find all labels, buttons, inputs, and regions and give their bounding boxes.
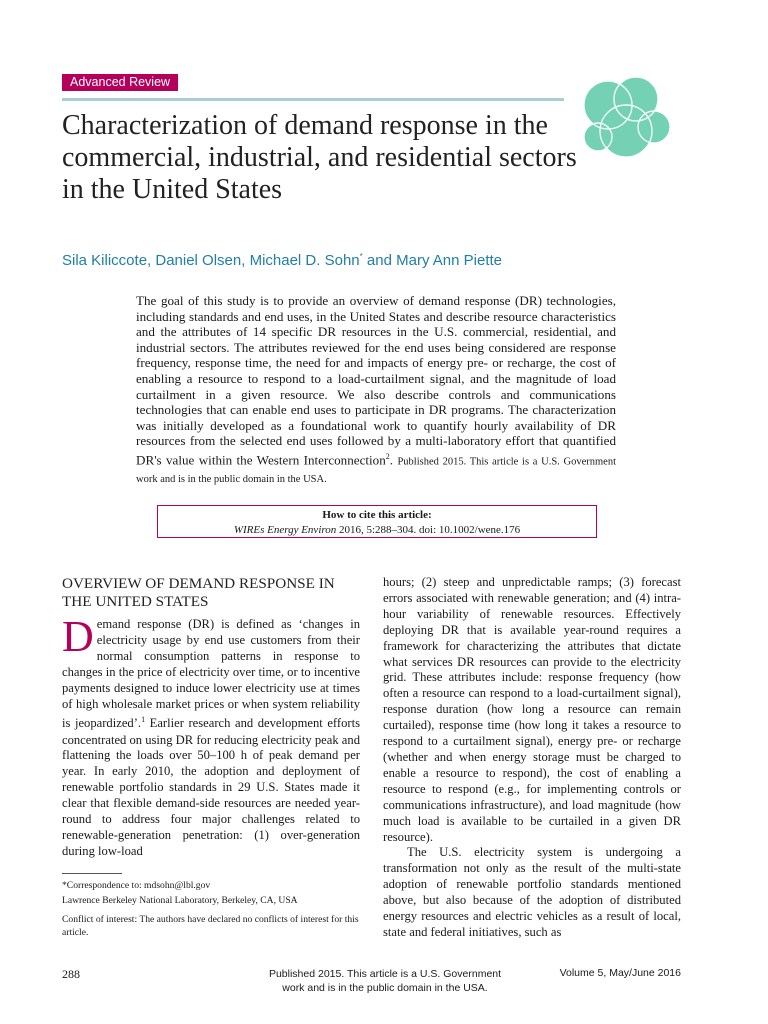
body-text-1: emand response (DR) is defined as ‘changes in electricity usage by end use customers from their normal consumption patterns in response to changes in the price of electricity over time, or to incentive payments designed to induce lower electricity use at times of high wholesale market prices or when system reliability is jeopardized’. <box>62 617 360 731</box>
footnote-rule <box>62 873 122 874</box>
corresponding-author-mark: * <box>359 252 363 261</box>
footnote-affiliation: Lawrence Berkeley National Laboratory, Berkeley, CA, USA <box>62 895 298 906</box>
reference-1: 1 <box>141 715 146 725</box>
citation-heading: How to cite this article: <box>322 509 432 521</box>
article-title: Characterization of demand response in the commercial, industrial, and residential sectors in the United States <box>62 110 577 205</box>
page-number: 288 <box>62 967 80 981</box>
citation-box <box>157 505 597 538</box>
authors-part-1: Sila Kiliccote, Daniel Olsen, Michael D. Sohn <box>62 252 360 269</box>
authors-part-2: and Mary Ann Piette <box>362 252 503 269</box>
body-paragraph-2: The U.S. electricity system is undergoing a transformation not only as the result of the multi-state adoption of renewable portfolio standards mentioned above, but also because of the adoption of distributed energy resources and electric vehicles as a result of local, state and federal initiatives, such as <box>383 845 681 939</box>
abstract-text: The goal of this study is to provide an overview of demand response (DR) technologies, including standards and end uses, in the United States and describe resource characteristics and the attributes of 14 specific DR resources in the U.S. commercial, residential, and industrial sectors. The attributes reviewed for the end uses being considered are response frequency, response time, the need for and impacts of energy pre- or recharge, the cost of enabling a resource to respond to a load-curtailment signal, and the magnitude of load curtailment in a given resource. We also describe controls and communications technologies that can enable end uses to participate in DR programs. The characterization was initially developed as a foundational work to quantify hourly availability of DR resources from the selected end uses followed by a multi-laboratory effort that quantified DR's value within the Western Interconnection <box>136 293 616 468</box>
drop-cap: D <box>62 612 94 661</box>
citation-journal: WIREs Energy Environ <box>233 524 337 536</box>
body-column-left <box>62 612 360 860</box>
author-list <box>62 252 602 269</box>
body-column-right <box>383 575 681 941</box>
footer-publication-note: Published 2015. This article is a U.S. Government work and is in the public domain in the USA. <box>268 968 502 994</box>
footer-volume: Volume 5, May/June 2016 <box>559 967 681 979</box>
abstract <box>136 293 616 487</box>
citation-text <box>158 523 596 538</box>
body-text-2: Earlier research and development efforts concentrated on using DR for reducing electricity peak and flattening the loads over 50–100 h of peak demand per year. In early 2010, the adoption and deployment of renewable portfolio standards in 29 U.S. States made it clear that flexible demand-side resources are needed year-round to address four major challenges related to renewable-generation penetration: (1) over-generation during low-load <box>62 716 360 858</box>
footnote-correspondence: *Correspondence to: mdsohn@lbl.gov <box>62 880 211 891</box>
citation-details: 2016, 5:288–304. doi: 10.1002/wene.176 <box>336 524 521 536</box>
overlapping-circles-logo-icon <box>576 75 676 167</box>
article-type-badge: Advanced Review <box>62 74 178 91</box>
body-paragraph-1: hours; (2) steep and unpredictable ramps; (3) forecast errors associated with renewable generation; and (4) intra-hour variability of renewable resources. Effectively deploying DR that is available year-round requires a framework for characterizing the attributes that dictate what services DR resources can provide to the electricity grid. These attributes include: response frequency (how often a resource can respond to a load-curtailment signal), response duration (how long a resource can remain curtailed), response time (how long it takes a resource to respond to a curtailment signal), energy pre- or recharge (whether and when energy storage must be charged to enable a resource to respond), the cost of enabling a resource to respond (e.g., for implementing controls or communications infrastructure), and load magnitude (how much load is available to be curtailed in a given DR resource). <box>383 575 681 844</box>
abstract-publication-note: Published 2015. This article is a U.S. Government work and is in the public domain in the USA. <box>136 456 617 485</box>
abstract-period: . <box>389 452 394 468</box>
section-heading: OVERVIEW OF DEMAND RESPONSE IN THE UNITED STATES <box>62 575 335 610</box>
footnote-conflict: Conflict of interest: The authors have declared no conflicts of interest for this article. <box>62 914 359 938</box>
abstract-reference: 2 <box>385 451 390 461</box>
header-rule <box>62 98 564 101</box>
